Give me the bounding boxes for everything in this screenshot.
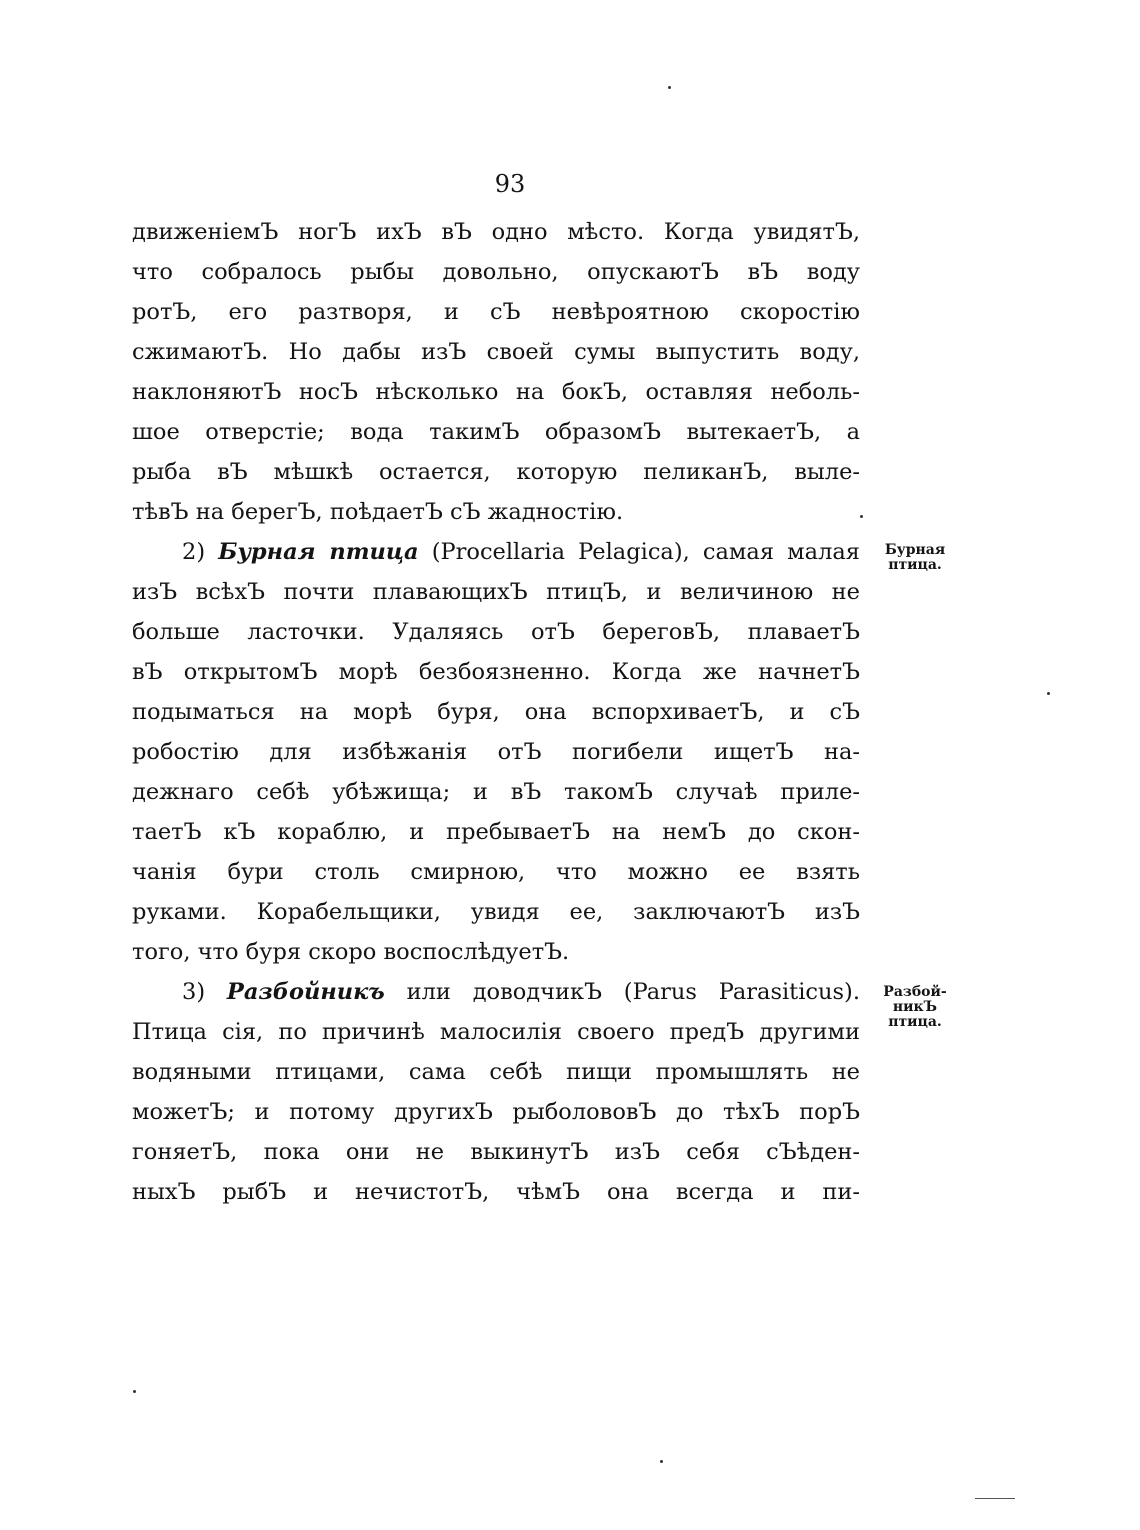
text-line: сжимаютЪ. Но дабы изЪ своей сумы выпустить воду, (132, 339, 860, 365)
text-line: ныхЪ рыбЪ и нечистотЪ, чѣмЪ она всегда и пи- (132, 1179, 860, 1205)
body-text (132, 212, 860, 1212)
text-line: движеніемЪ ногЪ ихЪ вЪ одно мѣсто. Когда увидятЪ, (132, 219, 860, 245)
scan-speck (660, 1460, 663, 1463)
text-line: подыматься на морѣ буря, она вспорхиваетЪ, и сЪ (132, 699, 860, 725)
scan-speck (1047, 692, 1050, 695)
text-line: чанія бури столь смирною, что можно ее взять (132, 859, 860, 885)
text-line: можетЪ; и потому другихЪ рыболововЪ до тѣхЪ порЪ (132, 1099, 860, 1125)
text-fragment: (Procellaria Pelagica), самая малая (431, 539, 860, 565)
paragraph-number: 2) (182, 539, 206, 565)
margin-note-line: Бурная (884, 542, 946, 558)
margin-note-line: птица. (888, 1014, 942, 1030)
paragraph-first-line (132, 532, 860, 572)
text-line: дежнаго себѣ убѣжища; и вЪ такомЪ случаѣ приле- (132, 779, 860, 805)
paragraph-first-line (132, 972, 860, 1012)
text-line: изЪ всѣхЪ почти плавающихЪ птицЪ, и величиною не (132, 579, 860, 605)
text-line: больше ласточки. Удаляясь отЪ береговЪ, плаваетЪ (132, 619, 860, 645)
scan-speck (668, 86, 671, 89)
text-line: вЪ открытомЪ морѣ безбоязненно. Когда же начнетЪ (132, 659, 860, 685)
text-line: что собралось рыбы довольно, опускаютЪ вЪ воду (132, 259, 860, 285)
text-line: руками. Корабельщики, увидя ее, заключаютЪ изЪ (132, 899, 860, 925)
margin-note-stormy-bird (870, 543, 960, 573)
margin-note-robber-bird (870, 985, 960, 1030)
scan-speck (133, 1390, 136, 1393)
species-name: Бурная птица (218, 539, 419, 565)
text-line: таетЪ кЪ кораблю, и пребываетЪ на немЪ до скон- (132, 819, 860, 845)
paragraph-number: 3) (182, 979, 206, 1005)
text-line: тѣвЪ на берегЪ, поѣдаетЪ сЪ жадностію. (132, 499, 624, 525)
margin-note-line: Разбой- (883, 984, 947, 1000)
text-line: Птица сія, по причинѣ малосилія своего предЪ другими (132, 1019, 860, 1045)
text-line: шое отверстіе; вода такимЪ образомЪ вытекаетЪ, а (132, 419, 860, 445)
text-line: рыба вЪ мѣшкѣ остается, которую пеликанЪ, выле- (132, 459, 860, 485)
species-name: Разбойникъ (226, 979, 385, 1005)
margin-note-line: никЪ (892, 999, 938, 1015)
text-line: того, что буря скоро воспослѣдуетЪ. (132, 939, 570, 965)
text-line: робостію для избѣжанія отЪ погибели ищетЪ на- (132, 739, 860, 765)
margin-note-line: птица. (888, 557, 942, 573)
page-number: 93 (494, 170, 526, 198)
scan-speck (860, 515, 863, 518)
text-fragment: или доводчикЪ (Parus Parasiticus). (406, 979, 860, 1005)
text-line: гоняетЪ, пока они не выкинутЪ изЪ себя сЪѣден- (132, 1139, 860, 1165)
text-line: ротЪ, его разтворя, и сЪ невѣроятною скоростію (132, 299, 860, 325)
scan-rule-mark (975, 1498, 1015, 1499)
text-line: водяными птицами, сама себѣ пищи промышлять не (132, 1059, 860, 1085)
text-line: наклоняютЪ носЪ нѣсколько на бокЪ, оставляя неболь- (132, 379, 860, 405)
